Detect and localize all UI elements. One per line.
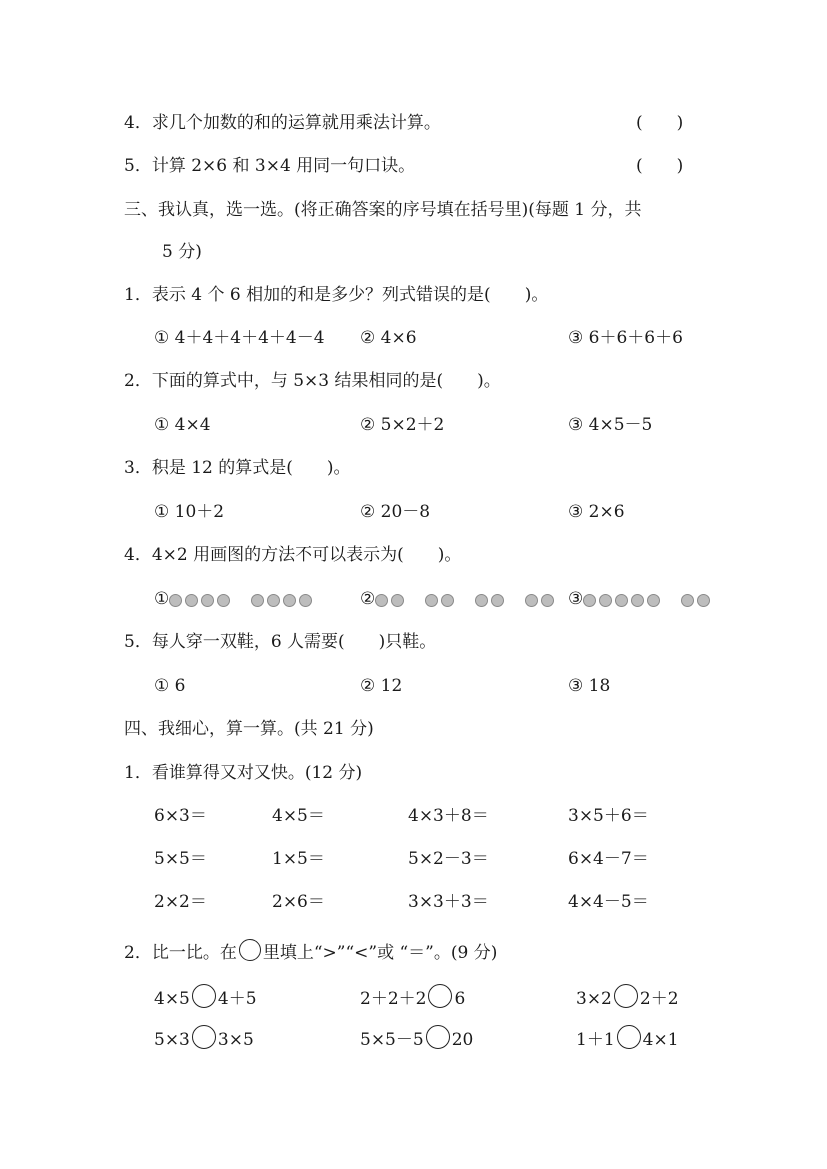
- blank-circle-icon: [239, 939, 261, 961]
- choice-q2-option-3[interactable]: ③ 4×5－5: [568, 415, 653, 435]
- compare-answer-circle[interactable]: [192, 984, 216, 1008]
- dot: [169, 594, 182, 607]
- compare-right: 4＋5: [217, 989, 257, 1009]
- calc-q1-title: 1．看谁算得又对又快。(12 分): [124, 763, 363, 783]
- dot: [615, 594, 628, 607]
- compare-item: [360, 984, 465, 1010]
- calc-item[interactable]: 4×3＋8＝: [408, 806, 489, 826]
- compare-answer-circle[interactable]: [614, 984, 638, 1008]
- compare-title-part2: 里填上“>”“<”或 “＝”。(9 分): [262, 943, 498, 963]
- choice-q5-option-2[interactable]: ② 12: [360, 676, 403, 696]
- compare-left: 5×5－5: [360, 1030, 424, 1050]
- choice-q2-text: 2．下面的算式中，与 5×3 结果相同的是( )。: [124, 371, 501, 391]
- judge-q5-answer-paren[interactable]: ( ): [636, 156, 684, 176]
- dot: [375, 594, 388, 607]
- choice-q5-text: 5．每人穿一双鞋，6 人需要( )只鞋。: [124, 632, 437, 652]
- choice-q2-option-1[interactable]: ① 4×4: [154, 415, 211, 435]
- dot: [283, 594, 296, 607]
- choice-q4-option-1-label: ①: [154, 589, 170, 609]
- choice-q4-option-2[interactable]: [360, 588, 557, 611]
- choice-q1-text: 1．表示 4 个 6 相加的和是多少？列式错误的是( )。: [124, 285, 549, 305]
- calc-item[interactable]: 2×6＝: [272, 892, 325, 912]
- choice-q5-option-3[interactable]: ③ 18: [568, 676, 611, 696]
- dot: [201, 594, 214, 607]
- compare-left: 3×2: [576, 989, 612, 1009]
- compare-right: 20: [451, 1030, 474, 1050]
- choice-q3-option-3[interactable]: ③ 2×6: [568, 502, 625, 522]
- calc-item[interactable]: 3×5＋6＝: [568, 806, 649, 826]
- choice-q4-option-1[interactable]: [154, 588, 315, 611]
- dot: [299, 594, 312, 607]
- choice-q3-option-1[interactable]: ① 10＋2: [154, 502, 225, 522]
- dot: [647, 594, 660, 607]
- dot: [525, 594, 538, 607]
- dot-group-2-2-2-2: [375, 589, 557, 611]
- calc-item[interactable]: 4×4－5＝: [568, 892, 649, 912]
- judge-q4-text: 4．求几个加数的和的运算就用乘法计算。: [124, 113, 441, 133]
- compare-answer-circle[interactable]: [617, 1025, 641, 1049]
- dot: [491, 594, 504, 607]
- compare-item: [360, 1025, 473, 1051]
- choice-q3-option-2[interactable]: ② 20－8: [360, 502, 431, 522]
- choice-q4-option-3[interactable]: [568, 588, 713, 611]
- calc-item[interactable]: 3×3＋3＝: [408, 892, 489, 912]
- choice-q4-option-3-label: ③: [568, 589, 584, 609]
- choice-q5-option-1[interactable]: ① 6: [154, 676, 186, 696]
- choice-q1-option-2[interactable]: ② 4×6: [360, 328, 417, 348]
- compare-right: 3×5: [217, 1030, 254, 1050]
- section4-title: 四、我细心，算一算。(共 21 分): [124, 719, 374, 739]
- calc-item[interactable]: 2×2＝: [154, 892, 207, 912]
- choice-q2-option-2[interactable]: ② 5×2＋2: [360, 415, 445, 435]
- compare-answer-circle[interactable]: [192, 1025, 216, 1049]
- compare-answer-circle[interactable]: [426, 1025, 450, 1049]
- dot: [251, 594, 264, 607]
- dot: [185, 594, 198, 607]
- dot: [541, 594, 554, 607]
- section3-title-line1: 三、我认真，选一选。(将正确答案的序号填在括号里)(每题 1 分，共: [124, 200, 642, 220]
- compare-item: [154, 984, 257, 1010]
- dot: [631, 594, 644, 607]
- dot: [441, 594, 454, 607]
- calc-item[interactable]: 4×5＝: [272, 806, 325, 826]
- compare-item: [576, 984, 679, 1010]
- compare-item: [576, 1025, 679, 1051]
- dot: [475, 594, 488, 607]
- compare-right: 2＋2: [639, 989, 679, 1009]
- compare-left: 2＋2＋2: [360, 989, 427, 1009]
- compare-title-part1: 2．比一比。在: [124, 943, 237, 963]
- judge-q5-text: 5．计算 2×6 和 3×4 用同一句口诀。: [124, 156, 416, 176]
- calc-item[interactable]: 1×5＝: [272, 849, 325, 869]
- choice-q3-text: 3．积是 12 的算式是( )。: [124, 458, 351, 478]
- judge-q4-answer-paren[interactable]: ( ): [636, 113, 684, 133]
- compare-left: 5×3: [154, 1030, 190, 1050]
- dot: [697, 594, 710, 607]
- calc-item[interactable]: 6×3＝: [154, 806, 207, 826]
- choice-q4-text: 4．4×2 用画图的方法不可以表示为( )。: [124, 545, 462, 565]
- dot: [425, 594, 438, 607]
- section3-title-line2: 5 分): [162, 242, 202, 262]
- dot-group-5-and-2: [583, 589, 713, 611]
- compare-q2-title: [124, 939, 497, 964]
- calc-item[interactable]: 5×5＝: [154, 849, 207, 869]
- choice-q4-option-2-label: ②: [360, 589, 376, 609]
- dot: [267, 594, 280, 607]
- compare-answer-circle[interactable]: [428, 984, 452, 1008]
- dot-group-4-and-4: [169, 589, 315, 611]
- compare-left: 4×5: [154, 989, 190, 1009]
- calc-item[interactable]: 5×2－3＝: [408, 849, 489, 869]
- calc-item[interactable]: 6×4－7＝: [568, 849, 649, 869]
- choice-q1-option-1[interactable]: ① 4＋4＋4＋4＋4－4: [154, 328, 325, 348]
- compare-right: 4×1: [642, 1030, 679, 1050]
- dot: [599, 594, 612, 607]
- compare-left: 1＋1: [576, 1030, 615, 1050]
- choice-q1-option-3[interactable]: ③ 6＋6＋6＋6: [568, 328, 683, 348]
- dot: [583, 594, 596, 607]
- dot: [681, 594, 694, 607]
- compare-right: 6: [454, 989, 466, 1009]
- dot: [217, 594, 230, 607]
- compare-item: [154, 1025, 254, 1051]
- dot: [391, 594, 404, 607]
